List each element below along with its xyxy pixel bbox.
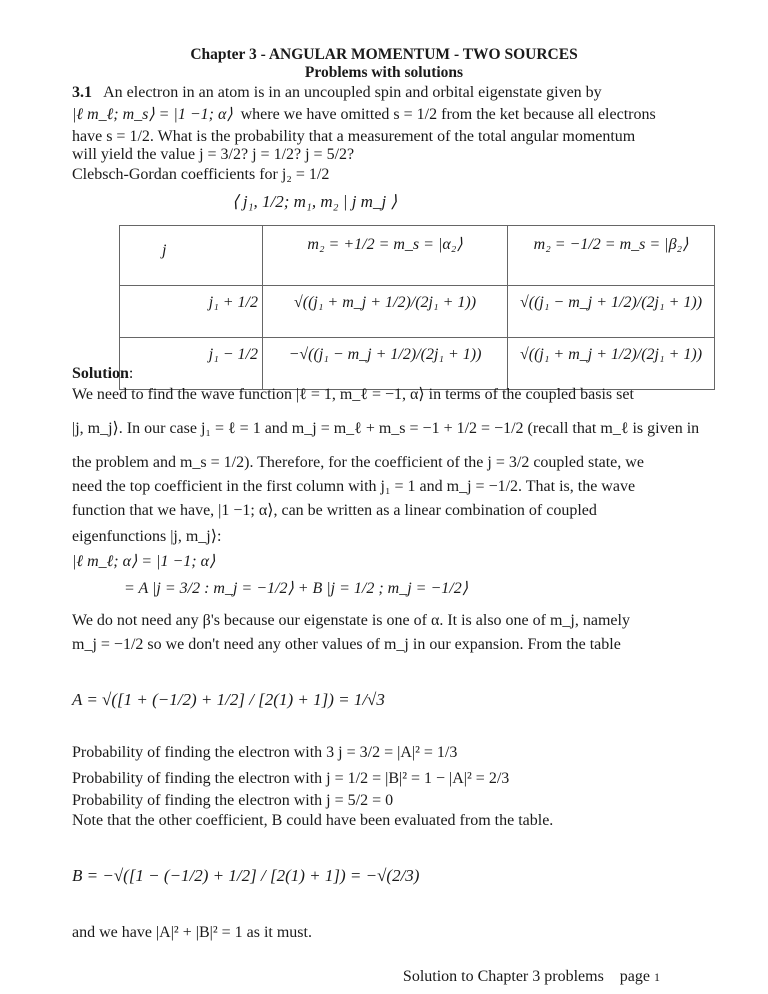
table-header-row — [120, 226, 715, 286]
equation-uncoupled: |ℓ m_ℓ; α⟩ = |1 −1; α⟩ — [72, 553, 216, 570]
solution-line-4: need the top coefficient in the first column with j₁ = 1 and m_j = −1/2. That is, the wave — [72, 478, 636, 495]
header-cell-j: j — [120, 226, 263, 286]
problem-line-3: have s = 1/2. What is the probability that a measurement of the total angular momentum — [72, 128, 636, 145]
probability-j-5-2: Probability of finding the electron with j = 5/2 = 0 — [72, 792, 394, 809]
table-cell: j₁ − 1/2 — [120, 338, 263, 390]
solution-line-3: the problem and m_s = 1/2). Therefore, for the coefficient of the j = 3/2 coupled state, we — [72, 454, 644, 471]
solution-para-2-line-1: We do not need any β's because our eigenstate is one of α. It is also one of m_j, namely — [72, 612, 630, 629]
problem-line-1 — [72, 82, 660, 104]
equation-A: A = √([1 + (−1/2) + 1/2] / [2(1) + 1]) = 1/√3 — [72, 690, 385, 709]
solution-heading: Solution: — [72, 365, 134, 382]
solution-para-2-line-2: m_j = −1/2 so we don't need any other values of m_j in our expansion. From the table — [72, 636, 621, 653]
table-cell: j₁ + 1/2 — [120, 286, 263, 338]
footer-label: Solution to Chapter 3 problems — [402, 968, 604, 985]
equation-B: B = −√([1 − (−1/2) + 1/2] / [2(1) + 1]) = −√(2/3) — [72, 866, 420, 885]
table-cell: −√((j₁ − m_j + 1/2)/(2j₁ + 1)) — [263, 338, 508, 390]
note-line: Note that the other coefficient, B could have been evaluated from the table. — [72, 812, 554, 829]
document-subtitle: Problems with solutions — [304, 64, 464, 81]
problem-line-2 — [72, 104, 660, 126]
footer-page-label: page — [619, 968, 650, 985]
page-number: 1 — [654, 970, 660, 984]
cg-bracket: ⟨ j₁, 1/2; m₁, m₂ | j m_j ⟩ — [232, 192, 398, 211]
problem-number: 3.1 — [72, 84, 92, 101]
table-cell: √((j₁ + m_j + 1/2)/(2j₁ + 1)) — [508, 338, 715, 390]
header-cell-beta: m₂ = −1/2 = m_s = |β₂⟩ — [508, 226, 715, 286]
problem-question: will yield the value j = 3/2? j = 1/2? j = 5/2? — [72, 146, 355, 163]
solution-line-6: eigenfunctions |j, m_j⟩: — [72, 528, 222, 545]
cg-label: Clebsch-Gordan coefficients for j₂ = 1/2 — [72, 166, 330, 183]
header-cell-alpha: m₂ = +1/2 = m_s = |α₂⟩ — [263, 226, 508, 286]
table-row — [120, 286, 715, 338]
document-title: Chapter 3 - ANGULAR MOMENTUM - TWO SOURCES — [190, 46, 578, 63]
probability-j-3-2: Probability of finding the electron with 3 j = 3/2 = |A|² = 1/3 — [72, 744, 458, 761]
table-cell: √((j₁ − m_j + 1/2)/(2j₁ + 1)) — [508, 286, 715, 338]
problem-text-2: where we have omitted s = 1/2 from the ket because all electrons — [240, 106, 656, 123]
solution-line-5: function that we have, |1 −1; α⟩, can be written as a linear combination of coupled — [72, 502, 597, 519]
equation-expansion: = A |j = 3/2 : m_j = −1/2⟩ + B |j = 1/2 ; m_j = −1/2⟩ — [124, 580, 468, 597]
uncoupled-ket: |ℓ m_ℓ; m_s⟩ = |1 −1; α⟩ — [72, 106, 233, 123]
normalization-line: and we have |A|² + |B|² = 1 as it must. — [72, 924, 312, 941]
page-footer — [403, 968, 660, 986]
problem-text: An electron in an atom is in an uncoupled spin and orbital eigenstate given by — [103, 84, 602, 101]
solution-line-1: We need to find the wave function |ℓ = 1, m_ℓ = −1, α⟩ in terms of the coupled basis set — [72, 386, 634, 403]
probability-j-1-2: Probability of finding the electron with j = 1/2 = |B|² = 1 − |A|² = 2/3 — [72, 770, 510, 787]
table-cell: √((j₁ + m_j + 1/2)/(2j₁ + 1)) — [263, 286, 508, 338]
solution-line-2: |j, m_j⟩. In our case j₁ = ℓ = 1 and m_j = m_ℓ + m_s = −1 + 1/2 = −1/2 (recall that m_ℓ is given in — [72, 420, 700, 437]
